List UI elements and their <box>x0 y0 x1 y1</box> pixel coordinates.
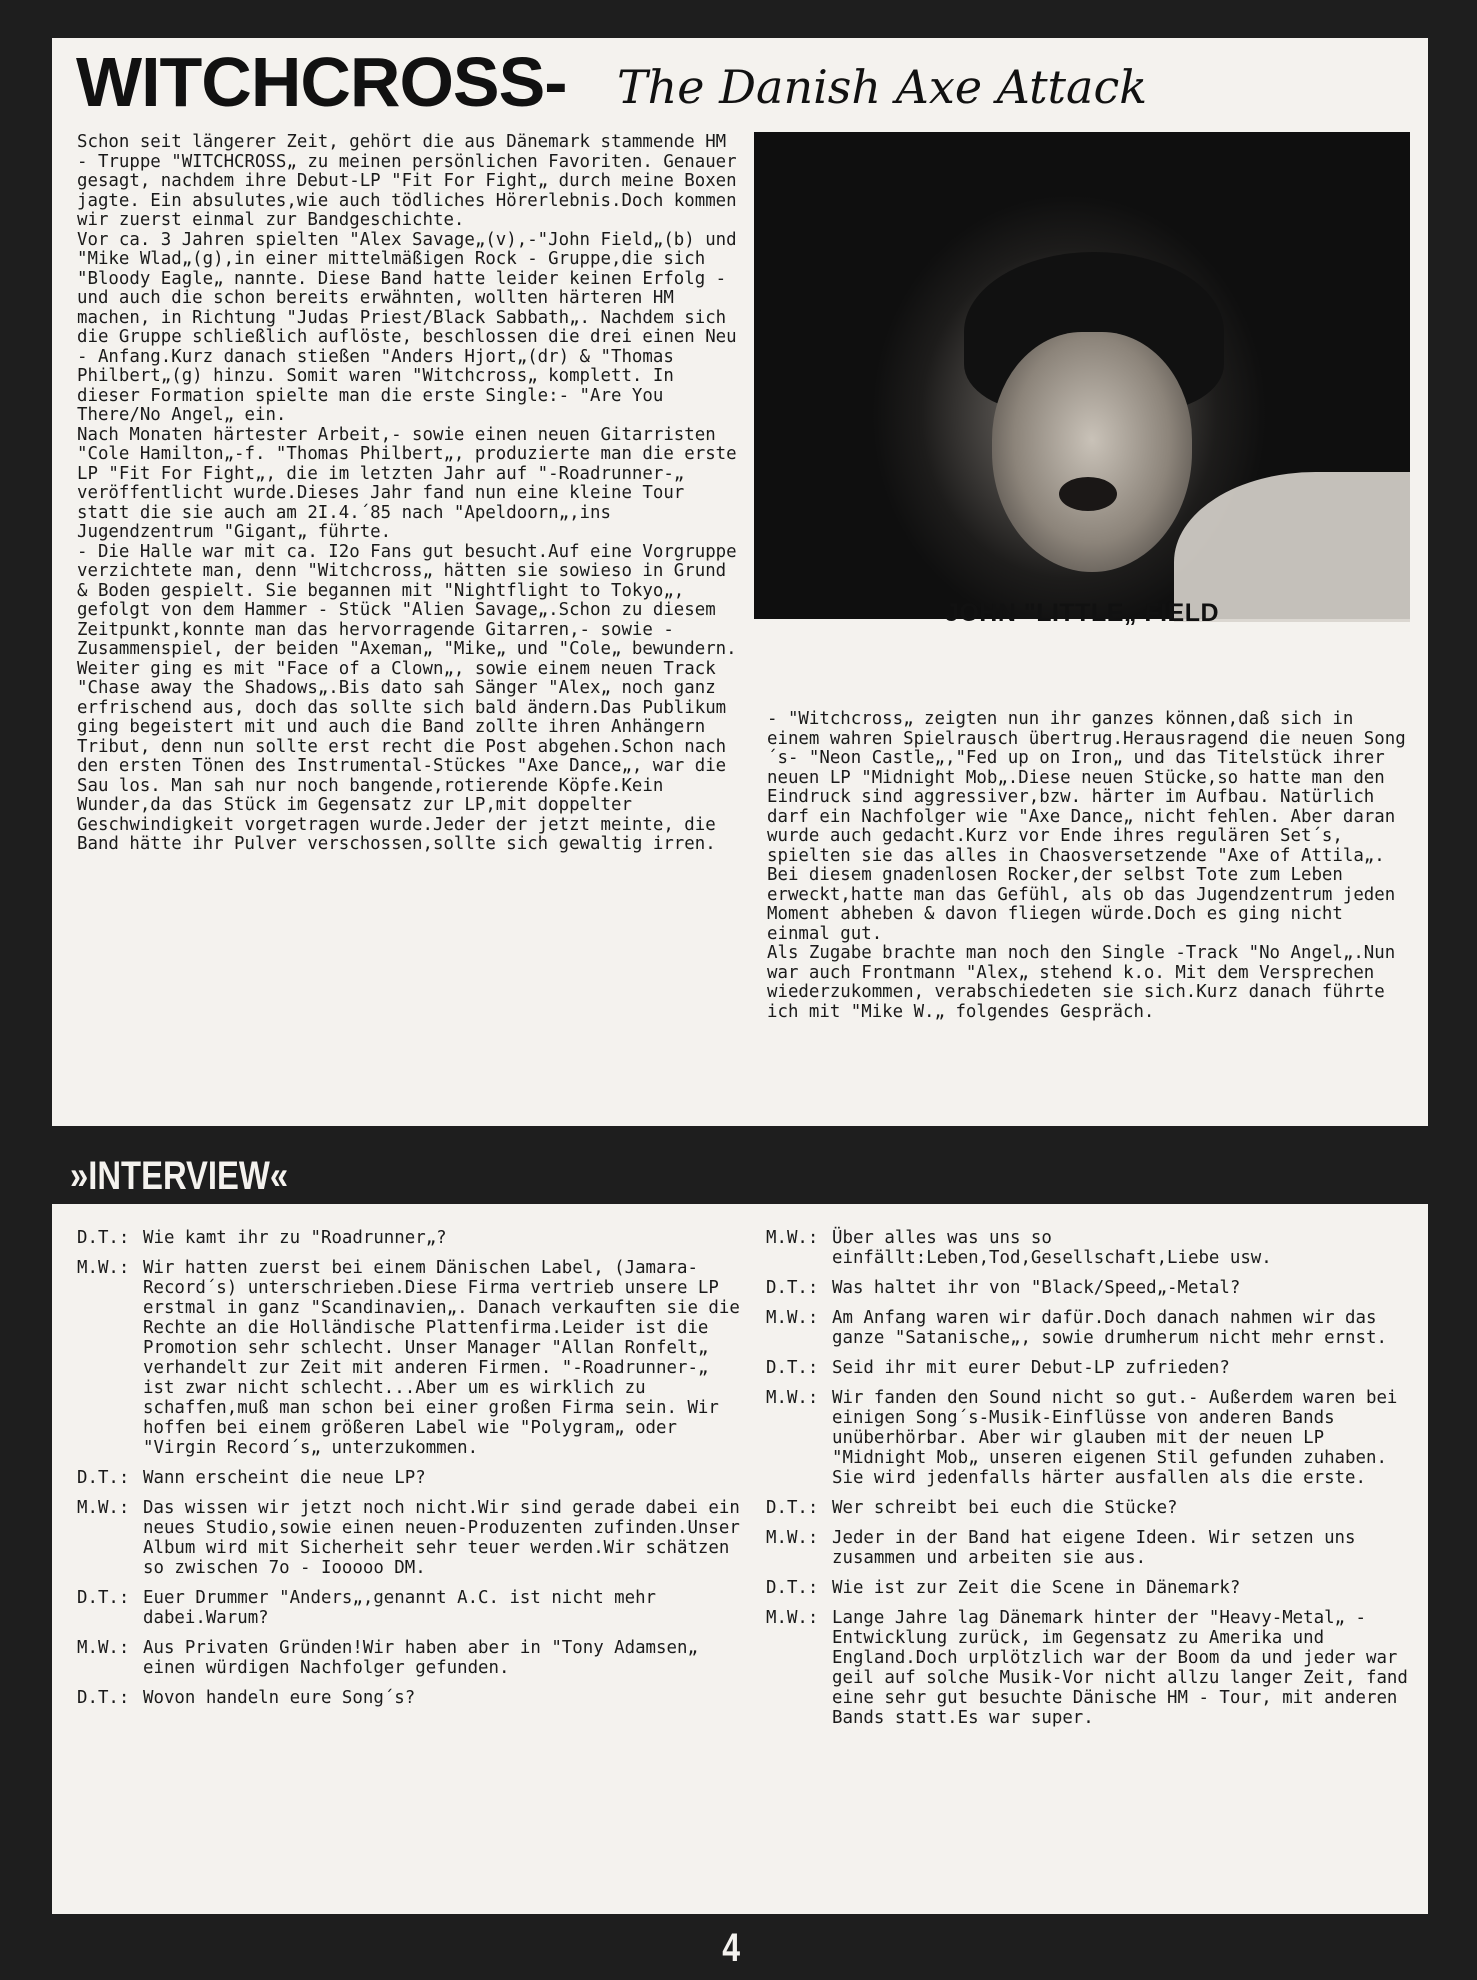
qa-entry <box>766 1228 1414 1268</box>
qa-entry <box>766 1498 1414 1518</box>
interview-heading: »INTERVIEW« <box>70 1154 289 1198</box>
qa-entry <box>77 1638 742 1678</box>
qa-entry <box>77 1498 742 1578</box>
article-panel <box>52 38 1428 1126</box>
qa-entry <box>77 1688 742 1708</box>
qa-entry <box>77 1228 742 1248</box>
interview-left-column <box>77 1228 742 1718</box>
qa-text: Wovon handeln eure Song´s? <box>143 1688 416 1708</box>
speaker-label: M.W.: <box>77 1258 130 1278</box>
qa-text: Euer Drummer "Anders„,genannt A.C. ist nicht mehr dabei.Warum? <box>143 1588 657 1628</box>
speaker-label: D.T.: <box>766 1498 819 1518</box>
qa-entry <box>766 1278 1414 1298</box>
speaker-label: M.W.: <box>766 1308 819 1328</box>
qa-text: Was haltet ihr von "Black/Speed„-Metal? <box>832 1278 1241 1298</box>
article-paragraph: Weiter ging es mit "Face of a Clown„, sowie einem neuen Track "Chase away the Shadows„.Bis dato sah Sänger "Alex„ noch ganz erfrischend aus, doch das sollte sich bald ändern.Das Publikum ging begeistert mit und auch die Band zollte ihren Anhängern Tribut, denn nun sollte erst recht die Post abgehen.Schon nach den ersten Tönen des Instrumental-Stückes "Axe Dance„, war die Sau los. Man sah nur noch bangende,rotierende Köpfe.Kein Wunder,da das Stück im Gegensatz zur LP,mit doppelter Geschwindigkeit vorgetragen wurde.Jeder der jetzt meinte, die Band hätte ihr Pulver verschossen,sollte sich gewaltig irren. <box>77 658 727 854</box>
article-paragraph: - Die Halle war mit ca. I2o Fans gut besucht.Auf eine Vorgruppe verzichtete man, denn "Witchcross„ hätten sie sowieso in Grund & Boden gespielt. Sie begannen mit "Nightflight to Tokyo„, gefolgt von dem Hammer - Stück "Alien Savage„.Schon zu diesem Zeitpunkt,konnte man das hervorragende Gitarren,- sowie - Zusammenspiel, der beiden "Axeman„ "Mike„ und "Cole„ bewundern. <box>77 541 737 659</box>
qa-text: Das wissen wir jetzt noch nicht.Wir sind gerade dabei ein neues Studio,sowie einen neuen-Produzenten zufinden.Unser Album wird mit Sicherheit sehr teuer werden.Wir schätzen so zwischen 7o - Iooooo DM. <box>143 1498 740 1578</box>
page-subtitle: The Danish Axe Attack <box>617 60 1148 114</box>
qa-text: Wie kamt ihr zu "Roadrunner„? <box>143 1228 447 1248</box>
qa-entry <box>766 1308 1414 1348</box>
qa-entry <box>77 1588 742 1628</box>
article-paragraph: Vor ca. 3 Jahren spielten "Alex Savage„(v),-"John Field„(b) und "Mike Wlad„(g),in einer mittelmäßigen Rock - Gruppe,die sich "Bloody Eagle„ nannte. Diese Band hatte leider keinen Erfolg - und auch die schon bereits erwähnten, wollten härteren HM machen, in Richtung "Judas Priest/Black Sabbath„. Nachdem sich die Gruppe schließlich auflöste, beschlossen die drei einen Neu - Anfang.Kurz danach stießen "Anders Hjort„(dr) & "Thomas Philbert„(g) hinzu. Somit waren "Witchcross„ komplett. In dieser Formation spielte man die erste Single:- "Are You There/No Angel„ ein. <box>77 229 737 425</box>
qa-text: Seid ihr mit eurer Debut-LP zufrieden? <box>832 1358 1230 1378</box>
article-paragraph: Nach Monaten härtester Arbeit,- sowie einen neuen Gitarristen "Cole Hamilton„-f. "Thomas Philbert„, produzierte man die erste LP "Fit For Fight„, die im letzten Jahr auf "-Roadrunner-„ veröffentlicht wurde.Dieses Jahr fand nun eine kleine Tour statt die sie auch am 2I.4.´85 nach "Apeldoorn„,ins Jugendzentrum "Gigant„ führte. <box>77 424 737 542</box>
page-number: 4 <box>722 1926 741 1970</box>
qa-text: Lange Jahre lag Dänemark hinter der "Heavy-Metal„ - Entwicklung zurück, im Gegensatz zu Amerika und England.Doch urplötzlich war der Boom da und jeder war geil auf solche Musik-Vor nicht allzu langer Zeit, fand eine sehr gut besuchte Dänische HM - Tour, mit anderen Bands statt.Es war super. <box>832 1608 1408 1728</box>
band-member-photo <box>754 132 1410 619</box>
interview-right-column <box>766 1228 1414 1738</box>
photo-mouth <box>1059 477 1117 511</box>
speaker-label: D.T.: <box>77 1688 130 1708</box>
speaker-label: M.W.: <box>766 1608 819 1628</box>
speaker-label: M.W.: <box>766 1388 819 1408</box>
qa-text: Wir fanden den Sound nicht so gut.- Außerdem waren bei einigen Song´s-Musik-Einflüsse von anderen Bands unüberhörbar. Aber wir glauben mit der neuen LP "Midnight Mob„ unseren eigenen Stil gefunden zuhaben. Sie wird jedenfalls härter ausfallen als die erste. <box>832 1388 1398 1488</box>
interview-panel <box>52 1204 1428 1914</box>
qa-text: Wir hatten zuerst bei einem Dänischen Label, (Jamara-Record´s) unterschrieben.Diese Firma vertrieb unsere LP erstmal in ganz "Scandinavien„. Danach verkauften sie die Rechte an die Holländische Plattenfirma.Leider ist die Promotion sehr schlecht. Unser Manager "Allan Ronfelt„ verhandelt zur Zeit mit anderen Firmen. "-Roadrunner-„ ist zwar nicht schlecht...Aber um es wirklich zu schaffen,muß man schon bei einer großen Firma sein. Wir hoffen bei einem größeren Label wie "Polygram„ oder "Virgin Record´s„ unterzukommen. <box>143 1258 740 1458</box>
speaker-label: M.W.: <box>766 1228 819 1248</box>
speaker-label: D.T.: <box>77 1228 130 1248</box>
article-left-column <box>77 133 742 855</box>
qa-entry <box>77 1258 742 1458</box>
qa-entry <box>766 1388 1414 1488</box>
qa-text: Über alles was uns so einfällt:Leben,Tod,Gesellschaft,Liebe usw. <box>832 1228 1272 1268</box>
speaker-label: D.T.: <box>77 1588 130 1608</box>
speaker-label: D.T.: <box>766 1278 819 1298</box>
qa-text: Aus Privaten Gründen!Wir haben aber in "Tony Adamsen„ einen würdigen Nachfolger gefunden. <box>143 1638 698 1678</box>
qa-entry <box>766 1528 1414 1568</box>
qa-text: Am Anfang waren wir dafür.Doch danach nahmen wir das ganze "Satanische„, sowie drumherum nicht mehr ernst. <box>832 1308 1387 1348</box>
page-title: WITCHCROSS- <box>76 43 567 121</box>
qa-entry <box>766 1578 1414 1598</box>
speaker-label: D.T.: <box>766 1358 819 1378</box>
qa-entry <box>766 1608 1414 1728</box>
speaker-label: M.W.: <box>77 1498 130 1518</box>
qa-entry <box>77 1468 742 1488</box>
article-paragraph: Als Zugabe brachte man noch den Single -Track "No Angel„.Nun war auch Frontmann "Alex„ stehend k.o. Mit dem Versprechen wiederzukommen, verabschiedeten sie sich.Kurz danach führte ich mit "Mike W.„ folgendes Gespräch. <box>767 943 1396 1022</box>
speaker-label: M.W.: <box>77 1638 130 1658</box>
photo-caption: JOHN "LITTLE„ FIELD <box>944 599 1220 627</box>
qa-text: Wie ist zur Zeit die Scene in Dänemark? <box>832 1578 1241 1598</box>
article-right-column <box>767 710 1409 1022</box>
article-paragraph: - "Witchcross„ zeigten nun ihr ganzes können,daß sich in einem wahren Spielrausch übertrug.Herausragend die neuen Song´s- "Neon Castle„,"Fed up on Iron„ und das Titelstück ihrer neuen LP "Midnight Mob„.Diese neuen Stücke,so hatte man den Eindruck sind aggressiver,bzw. härter im Aufbau. Natürlich darf ein Nachfolger wie "Axe Dance„ nicht fehlen. Aber daran wurde auch gedacht.Kurz vor Ende ihres regulären Set´s, spielten sie das alles in Chaosversetzende "Axe of Attila„. Bei diesem gnadenlosen Rocker,der selbst Tote zum Leben erweckt,hatte man das Gefühl, als ob das Jugendzentrum jeden Moment abheben & davon fliegen würde.Doch es ging nicht einmal gut. <box>767 709 1406 944</box>
qa-text: Jeder in der Band hat eigene Ideen. Wir setzen uns zusammen und arbeiten sie aus. <box>832 1528 1356 1568</box>
qa-text: Wann erscheint die neue LP? <box>143 1468 426 1488</box>
qa-text: Wer schreibt bei euch die Stücke? <box>832 1498 1178 1518</box>
photo-face <box>992 332 1192 572</box>
qa-entry <box>766 1358 1414 1378</box>
speaker-label: M.W.: <box>766 1528 819 1548</box>
speaker-label: D.T.: <box>766 1578 819 1598</box>
speaker-label: D.T.: <box>77 1468 130 1488</box>
article-paragraph: Schon seit längerer Zeit, gehört die aus Dänemark stammende HM - Truppe "WITCHCROSS„ zu meinen persönlichen Favoriten. Genauer gesagt, nachdem ihre Debut-LP "Fit For Fight„ durch meine Boxen jagte. Ein absulutes,wie auch tödliches Hörerlebnis.Doch kommen wir zuerst einmal zur Bandgeschichte. <box>77 132 737 230</box>
